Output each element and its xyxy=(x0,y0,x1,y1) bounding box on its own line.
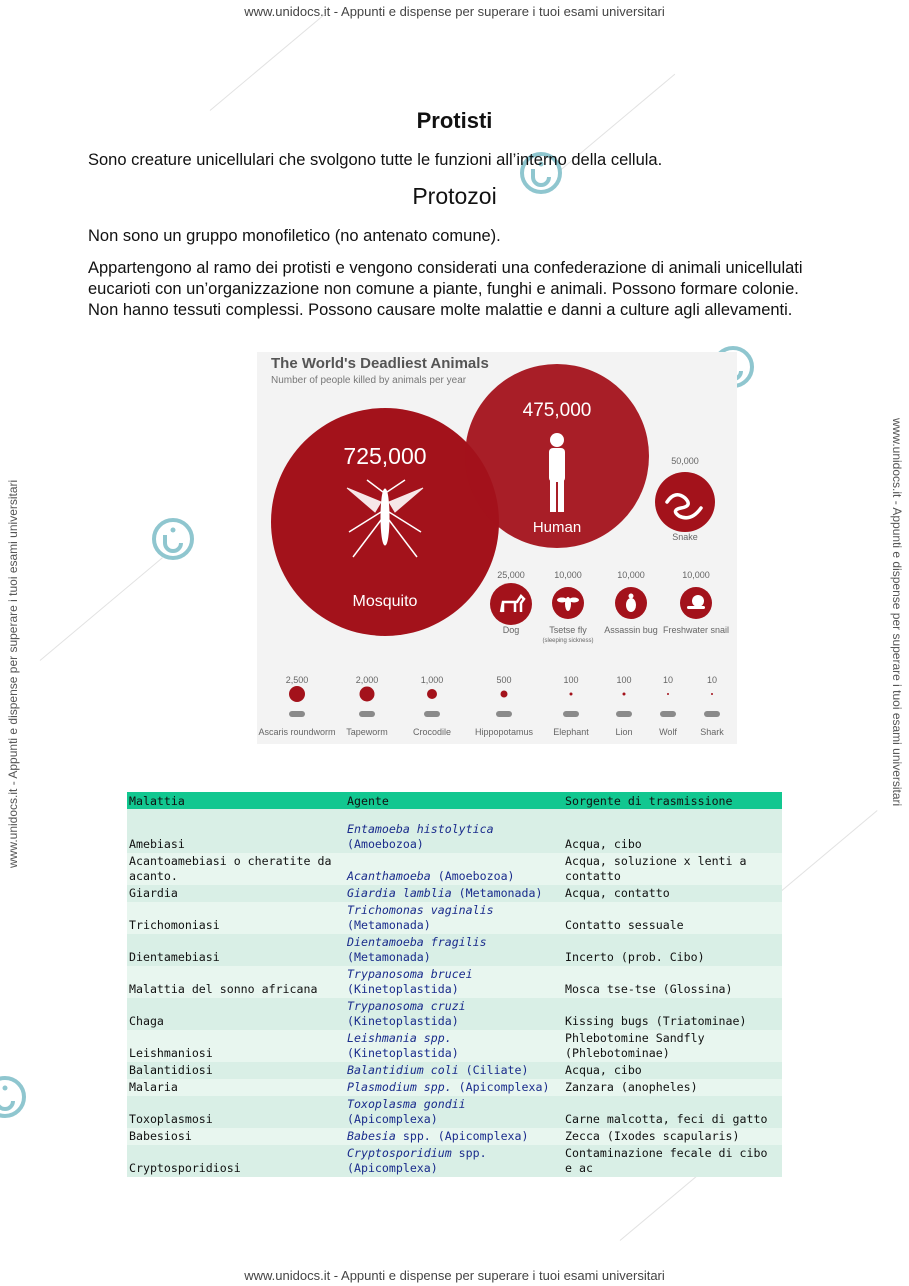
source-cell: Incerto (prob. Cibo) xyxy=(563,934,782,966)
agent-species: Balantidium coli xyxy=(347,1063,459,1077)
snake-value: 50,000 xyxy=(671,456,699,466)
dog-circle xyxy=(490,583,532,625)
source-cell: Phlebotomine Sandfly (Phlebotominae) xyxy=(563,1030,782,1062)
small-animal-label: Wolf xyxy=(659,727,677,737)
small-animal-value: 1,000 xyxy=(420,675,444,685)
tsetse-value: 10,000 xyxy=(554,570,582,580)
agent-cell xyxy=(345,853,563,885)
table-row xyxy=(127,821,782,853)
snail-label: Freshwater snail xyxy=(662,625,730,635)
small-animal-label: Crocodile xyxy=(412,727,452,737)
watermark-line xyxy=(40,557,163,661)
small-animal-circle xyxy=(289,686,305,702)
small-animal-circle xyxy=(711,693,713,695)
agent-group: (Amoebozoa) xyxy=(347,837,424,851)
snake-label: Snake xyxy=(672,532,698,542)
small-animal-circle xyxy=(427,689,437,699)
mosquito-label: Mosquito xyxy=(352,593,418,610)
snail-value: 10,000 xyxy=(682,570,710,580)
small-animal-value: 2,500 xyxy=(285,675,309,685)
agent-group: (Amoebozoa) xyxy=(430,869,515,883)
section-title: Protozoi xyxy=(412,183,497,209)
dog-label: Dog xyxy=(502,625,520,635)
disease-cell: Giardia xyxy=(127,885,345,902)
agent-species: Giardia lamblia xyxy=(347,886,452,900)
tsetse-label: Tsetse fly xyxy=(549,625,587,635)
agent-species: Plasmodium spp. xyxy=(347,1080,452,1094)
table-row xyxy=(127,998,782,1030)
small-animal-label: Tapeworm xyxy=(346,727,388,737)
table-row xyxy=(127,1062,782,1079)
small-animal-value: 10 xyxy=(662,675,674,685)
small-animal-circle xyxy=(667,693,669,695)
animal-silhouette-icon xyxy=(704,711,720,717)
agent-group: (Kinetoplastida) xyxy=(347,1014,459,1028)
agent-group: (Metamonada) xyxy=(347,918,431,932)
table-row xyxy=(127,853,782,885)
small-animal-value: 500 xyxy=(496,675,512,685)
disease-cell: Balantidiosi xyxy=(127,1062,345,1079)
agent-cell xyxy=(345,821,563,853)
small-animal-label: Ascaris roundworm xyxy=(258,727,336,737)
paragraph: Appartengono al ramo dei protisti e vengono considerati una confederazione di animali unicellulati eucarioti con un’organizzazione non comune a piante, funghi e animali. Possono formare colonie. Non hanno tessuti complessi. Possono causare molte malattie e danni a culture agli allevamenti. xyxy=(88,259,803,319)
disease-cell: Cryptosporidiosi xyxy=(127,1145,345,1177)
agent-cell xyxy=(345,885,563,902)
animal-silhouette-icon xyxy=(424,711,440,717)
disease-cell: Trichomoniasi xyxy=(127,902,345,934)
paragraph: Non sono un gruppo monofiletico (no antenato comune). xyxy=(88,227,501,245)
header-agent: Agente xyxy=(345,792,563,809)
source-cell: Carne malcotta, feci di gatto xyxy=(563,1096,782,1128)
small-animal-circle xyxy=(501,691,508,698)
source-cell: Contaminazione fecale di cibo e ac xyxy=(563,1145,782,1177)
small-animals-row xyxy=(258,675,724,737)
disease-cell: Malaria xyxy=(127,1079,345,1096)
mosquito-value: 725,000 xyxy=(343,443,427,469)
animal-silhouette-icon xyxy=(359,711,375,717)
animal-silhouette-icon xyxy=(616,711,632,717)
agent-group: (Kinetoplastida) xyxy=(347,1046,459,1060)
protozoa-diseases-table xyxy=(127,792,782,1177)
disease-cell: Dientamebiasi xyxy=(127,934,345,966)
source-cell: Acqua, cibo xyxy=(563,821,782,853)
source-cell: Kissing bugs (Triatominae) xyxy=(563,998,782,1030)
agent-cell xyxy=(345,1128,563,1145)
watermark-line xyxy=(210,14,326,111)
disease-cell: Malattia del sonno africana xyxy=(127,966,345,998)
header-disease: Malattia xyxy=(127,792,345,809)
agent-group: (Kinetoplastida) xyxy=(347,982,459,996)
agent-species: Trichomonas vaginalis xyxy=(347,903,494,917)
small-animal-value: 2,000 xyxy=(355,675,379,685)
agent-cell xyxy=(345,902,563,934)
agent-group: spp. (Apicomplexa) xyxy=(347,1146,487,1175)
snake-circle xyxy=(655,472,715,532)
agent-species: Entamoeba histolytica xyxy=(347,822,494,836)
source-cell: Contatto sessuale xyxy=(563,902,782,934)
table-row xyxy=(127,1096,782,1128)
agent-group: (Metamonada) xyxy=(451,886,543,900)
animal-silhouette-icon xyxy=(660,711,676,717)
agent-group: (Metamonada) xyxy=(347,950,431,964)
disease-cell: Babesiosi xyxy=(127,1128,345,1145)
small-animal-label: Elephant xyxy=(553,727,589,737)
unidocs-logo-icon xyxy=(150,516,196,562)
small-animal-value: 100 xyxy=(563,675,579,685)
small-animal-label: Shark xyxy=(700,727,724,737)
table-row xyxy=(127,902,782,934)
small-animal-circle xyxy=(570,693,573,696)
infographic-title: The World's Deadliest Animals xyxy=(271,355,489,372)
agent-species: Toxoplasma gondii xyxy=(347,1097,466,1111)
agent-species: Babesia xyxy=(347,1129,396,1143)
table-row xyxy=(127,966,782,998)
assassin-label: Assassin bug xyxy=(604,625,658,635)
agent-species: Acanthamoeba xyxy=(347,869,431,883)
table-row xyxy=(127,1128,782,1145)
small-animal-circle xyxy=(623,693,626,696)
table-row xyxy=(127,885,782,902)
watermark-left: www.unidocs.it - Appunti e dispense per superare i tuoi esami universitari xyxy=(6,479,20,868)
disease-cell: Acantoamebiasi o cheratite da acanto. xyxy=(127,853,345,885)
assassin-value: 10,000 xyxy=(617,570,645,580)
table-row xyxy=(127,1079,782,1096)
agent-species: Leishmania spp. xyxy=(347,1031,452,1045)
small-animal-circle xyxy=(360,687,375,702)
table-row xyxy=(127,934,782,966)
disease-cell: Leishmaniosi xyxy=(127,1030,345,1062)
disease-cell: Chaga xyxy=(127,998,345,1030)
human-label: Human xyxy=(532,519,582,536)
agent-cell xyxy=(345,1145,563,1177)
header-source: Sorgente di trasmissione xyxy=(563,792,782,809)
agent-cell xyxy=(345,1062,563,1079)
source-cell: Acqua, cibo xyxy=(563,1062,782,1079)
deadliest-animals-infographic xyxy=(257,352,737,744)
agent-species: Trypanosoma cruzi xyxy=(347,999,466,1013)
agent-cell xyxy=(345,966,563,998)
watermark-bottom: www.unidocs.it - Appunti e dispense per superare i tuoi esami universitari xyxy=(244,1268,665,1283)
table-row xyxy=(127,1145,782,1177)
table-spacer-row xyxy=(127,809,782,821)
table-row xyxy=(127,1030,782,1062)
animal-silhouette-icon xyxy=(496,711,512,717)
human-value: 475,000 xyxy=(522,400,592,421)
small-animal-label: Lion xyxy=(615,727,633,737)
intro-paragraph: Sono creature unicellulari che svolgono tutte le funzioni all’interno della cellula. xyxy=(88,151,663,169)
disease-cell: Amebiasi xyxy=(127,821,345,853)
agent-group: (Apicomplexa) xyxy=(347,1112,438,1126)
agent-cell xyxy=(345,1079,563,1096)
source-cell: Acqua, soluzione x lenti a contatto xyxy=(563,853,782,885)
agent-cell xyxy=(345,1096,563,1128)
watermark-top: www.unidocs.it - Appunti e dispense per superare i tuoi esami universitari xyxy=(244,4,665,19)
agent-cell xyxy=(345,934,563,966)
tsetse-note: (sleeping sickness) xyxy=(542,638,594,644)
infographic-subtitle: Number of people killed by animals per year xyxy=(271,375,467,386)
source-cell: Mosca tse-tse (Glossina) xyxy=(563,966,782,998)
source-cell: Zanzara (anopheles) xyxy=(563,1079,782,1096)
dog-value: 25,000 xyxy=(497,570,525,580)
source-cell: Acqua, contatto xyxy=(563,885,782,902)
agent-group: (Apicomplexa) xyxy=(451,1080,550,1094)
source-cell: Zecca (Ixodes scapularis) xyxy=(563,1128,782,1145)
agent-group: spp. (Apicomplexa) xyxy=(395,1129,529,1143)
agent-species: Dientamoeba fragilis xyxy=(347,935,487,949)
agent-group: (Ciliate) xyxy=(458,1063,529,1077)
agent-species: Cryptosporidium xyxy=(347,1146,452,1160)
small-animal-label: Hippopotamus xyxy=(474,727,534,737)
page-title: Protisti xyxy=(416,108,493,133)
agent-cell xyxy=(345,1030,563,1062)
watermark-right: www.unidocs.it - Appunti e dispense per superare i tuoi esami universitari xyxy=(890,418,904,807)
small-animal-value: 100 xyxy=(616,675,632,685)
agent-cell xyxy=(345,998,563,1030)
animal-silhouette-icon xyxy=(289,711,305,717)
small-animal-value: 10 xyxy=(706,675,718,685)
watermark-line xyxy=(770,810,878,901)
animal-silhouette-icon xyxy=(563,711,579,717)
agent-species: Trypanosoma brucei xyxy=(347,967,473,981)
unidocs-logo-icon xyxy=(0,1074,28,1120)
disease-cell: Toxoplasmosi xyxy=(127,1096,345,1128)
